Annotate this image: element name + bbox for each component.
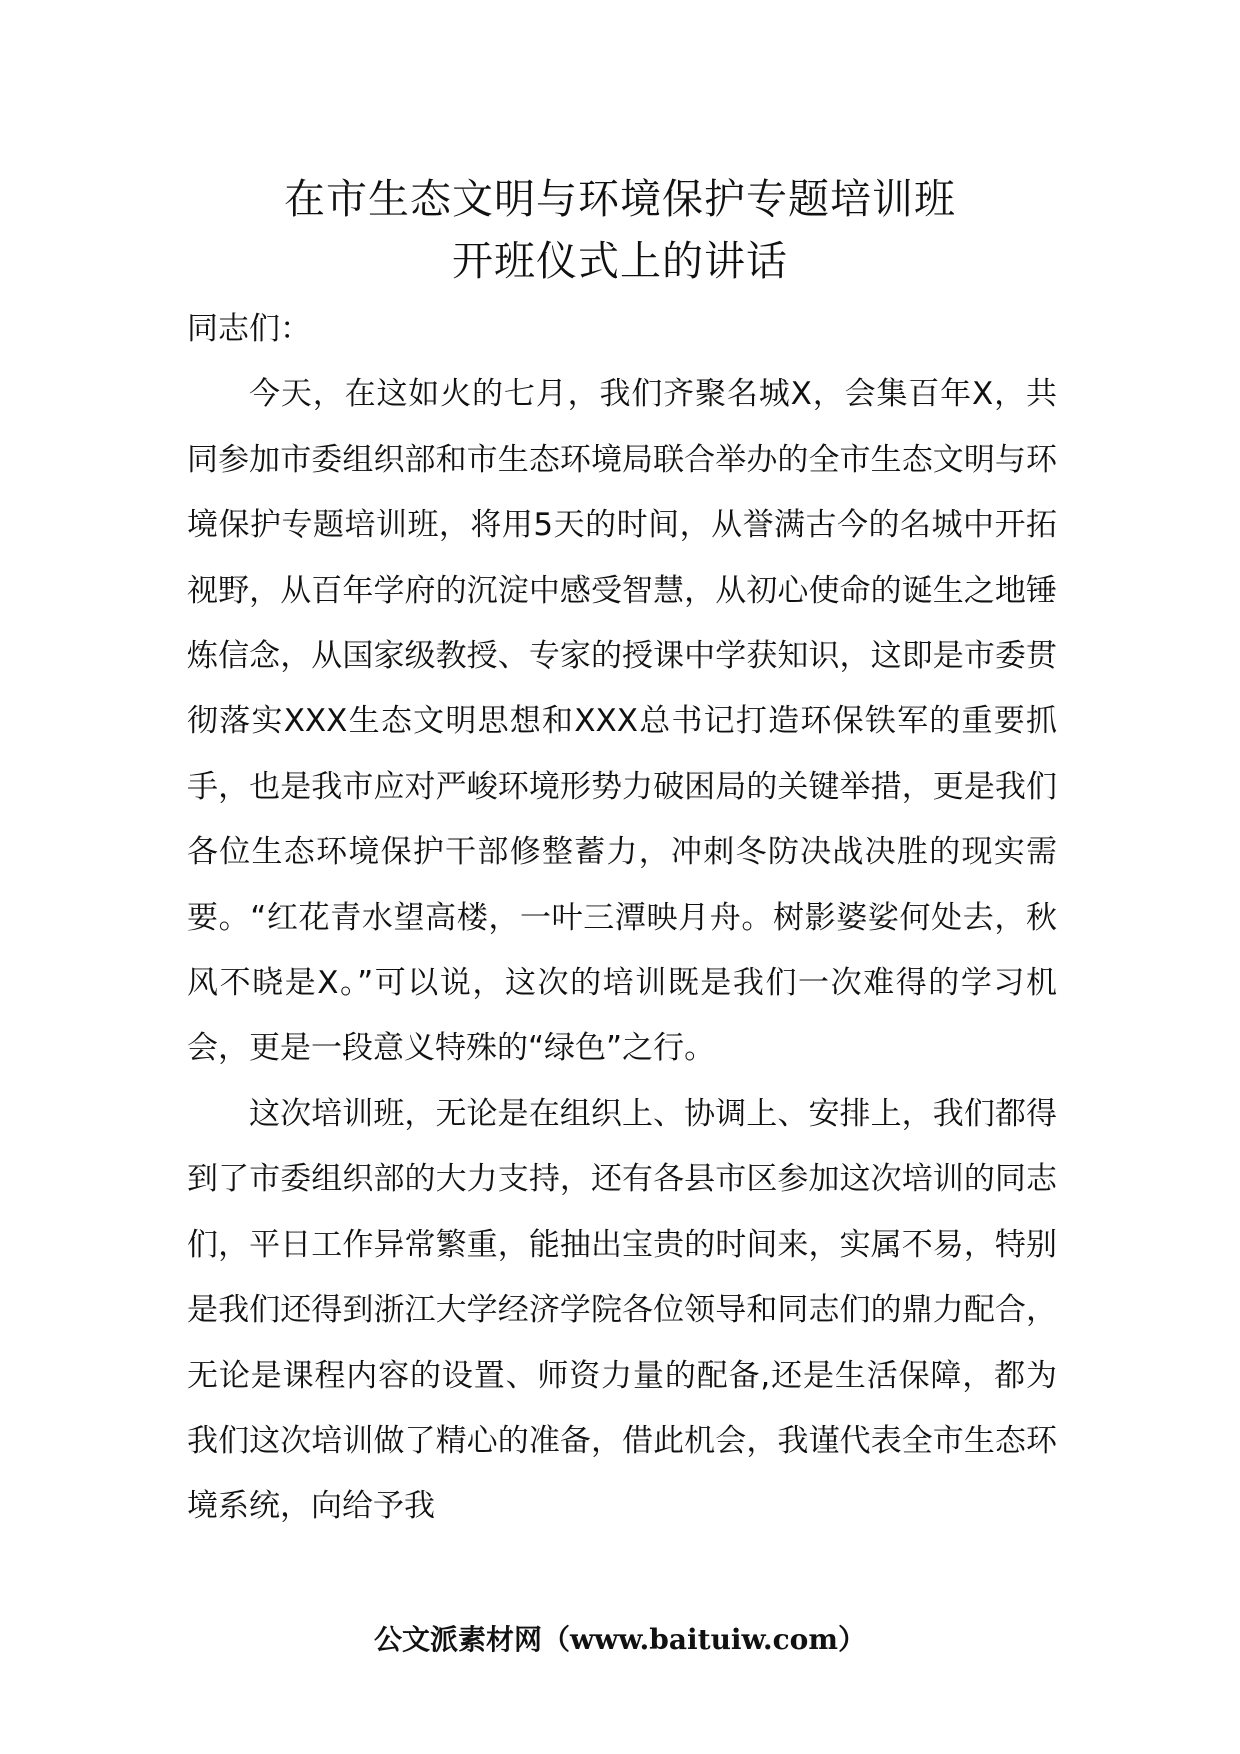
- document-body: [187, 297, 1057, 1540]
- paragraph-2: 这次培训班，无论是在组织上、协调上、安排上，我们都得到了市委组织部的大力支持，还有各县市区参加这次培训的同志们，平日工作异常繁重，能抽出宝贵的时间来，实属不易，特别是我们还得到浙江大学经济学院各位领导和同志们的鼎力配合，无论是课程内容的设置、师资力量的配备,还是生活保障，都为我们这次培训做了精心的准备，借此机会，我谨代表全市生态环境系统，向给予我: [187, 1095, 1057, 1525]
- title-line-1: 在市生态文明与环境保护专题培训班: [284, 175, 956, 223]
- salutation: 同志们：: [187, 311, 311, 347]
- footer-watermark: 公文派素材网（www.baituiw.com）: [374, 1623, 866, 1656]
- document-title: [0, 168, 1240, 292]
- paragraph-1: 今天，在这如火的七月，我们齐聚名城X，会集百年X，共同参加市委组织部和市生态环境局联合举办的全市生态文明与环境保护专题培训班，将用5天的时间，从誉满古今的名城中开拓视野，从百年学府的沉淀中感受智慧，从初心使命的诞生之地锤炼信念，从国家级教授、专家的授课中学获知识，这即是市委贯彻落实XXX生态文明思想和XXX总书记打造环保铁军的重要抓手，也是我市应对严峻环境形势力破困局的关键举措，更是我们各位生态环境保护干部修整蓄力，冲刺冬防决战决胜的现实需要。“红花青水望高楼，一叶三潭映月舟。树影婆娑何处去，秋风不晓是X。”可以说，这次的培训既是我们一次难得的学习机会，更是一段意义特殊的“绿色”之行。: [187, 376, 1057, 1067]
- title-line-2: 开班仪式上的讲话: [452, 237, 788, 285]
